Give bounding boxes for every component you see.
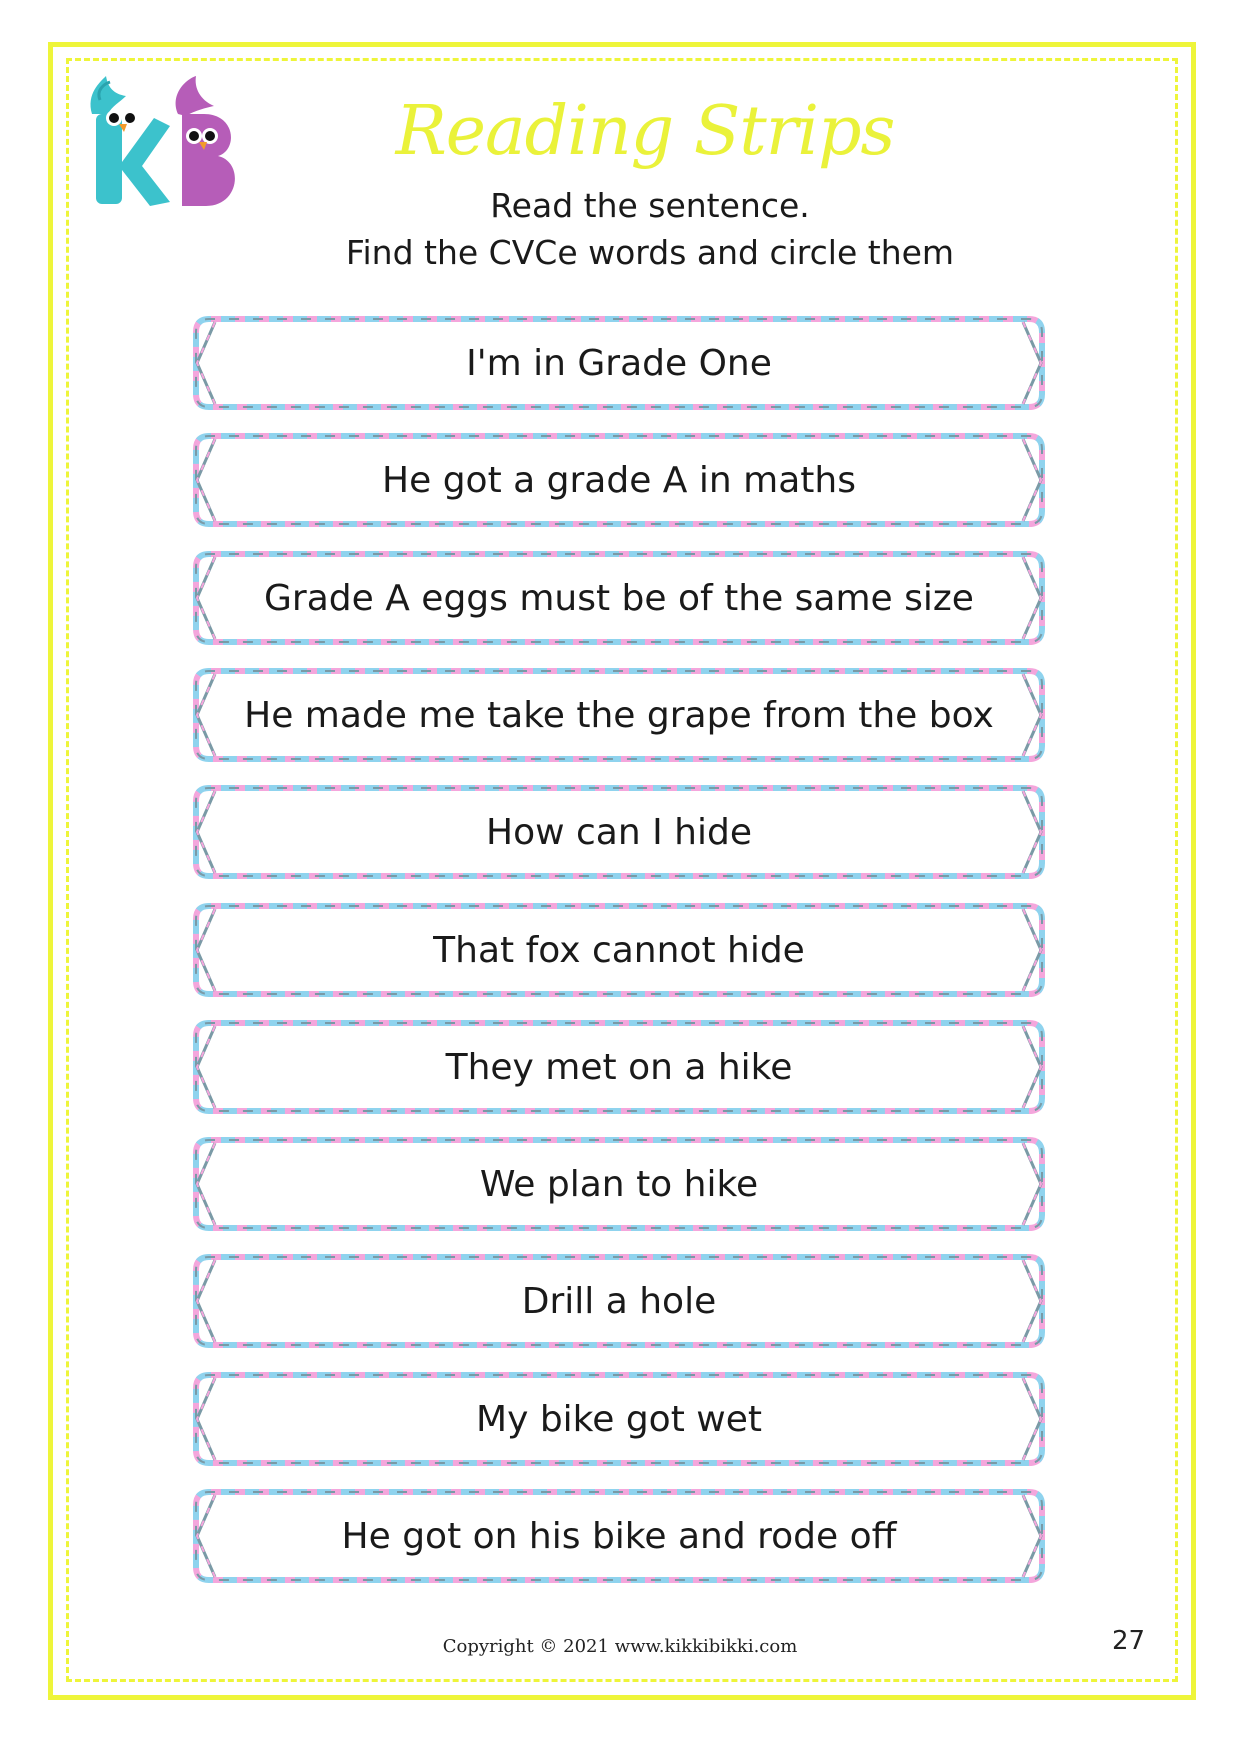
strip-sentence: Drill a hole — [521, 1280, 717, 1322]
reading-strip[interactable] — [193, 1020, 1045, 1114]
copyright-text: Copyright © 2021 www.kikkibikki.com — [442, 1636, 798, 1657]
kikkibikki-logo — [86, 74, 246, 214]
reading-strip[interactable] — [193, 668, 1045, 762]
reading-strip[interactable] — [193, 316, 1045, 410]
strip-sentence: Grade A eggs must be of the same size — [264, 577, 974, 619]
logo-k-letter — [91, 76, 170, 206]
reading-strip[interactable] — [193, 785, 1045, 879]
strip-sentence: They met on a hike — [445, 1046, 793, 1088]
strip-sentence: He made me take the grape from the box — [244, 694, 994, 736]
strip-sentence: We plan to hike — [479, 1163, 759, 1205]
instruction-line-1: Read the sentence. — [490, 186, 810, 225]
reading-strip[interactable] — [193, 903, 1045, 997]
reading-strip[interactable] — [193, 1372, 1045, 1466]
strip-sentence: My bike got wet — [476, 1398, 762, 1440]
instruction-line-2: Find the CVCe words and circle them — [345, 233, 955, 272]
page-title: Reading Strips — [395, 92, 895, 171]
strip-sentence: How can I hide — [486, 811, 752, 853]
reading-strip[interactable] — [193, 551, 1045, 645]
strip-sentence: I'm in Grade One — [466, 342, 772, 384]
strip-sentence: He got a grade A in maths — [382, 459, 856, 501]
strip-sentence: That fox cannot hide — [433, 929, 805, 971]
strip-sentence: He got on his bike and rode off — [341, 1515, 897, 1557]
page-number: 27 — [1112, 1626, 1146, 1656]
logo-b-letter — [176, 76, 235, 206]
reading-strip[interactable] — [193, 1254, 1045, 1348]
reading-strip[interactable] — [193, 1489, 1045, 1583]
reading-strip[interactable] — [193, 433, 1045, 527]
reading-strip[interactable] — [193, 1137, 1045, 1231]
